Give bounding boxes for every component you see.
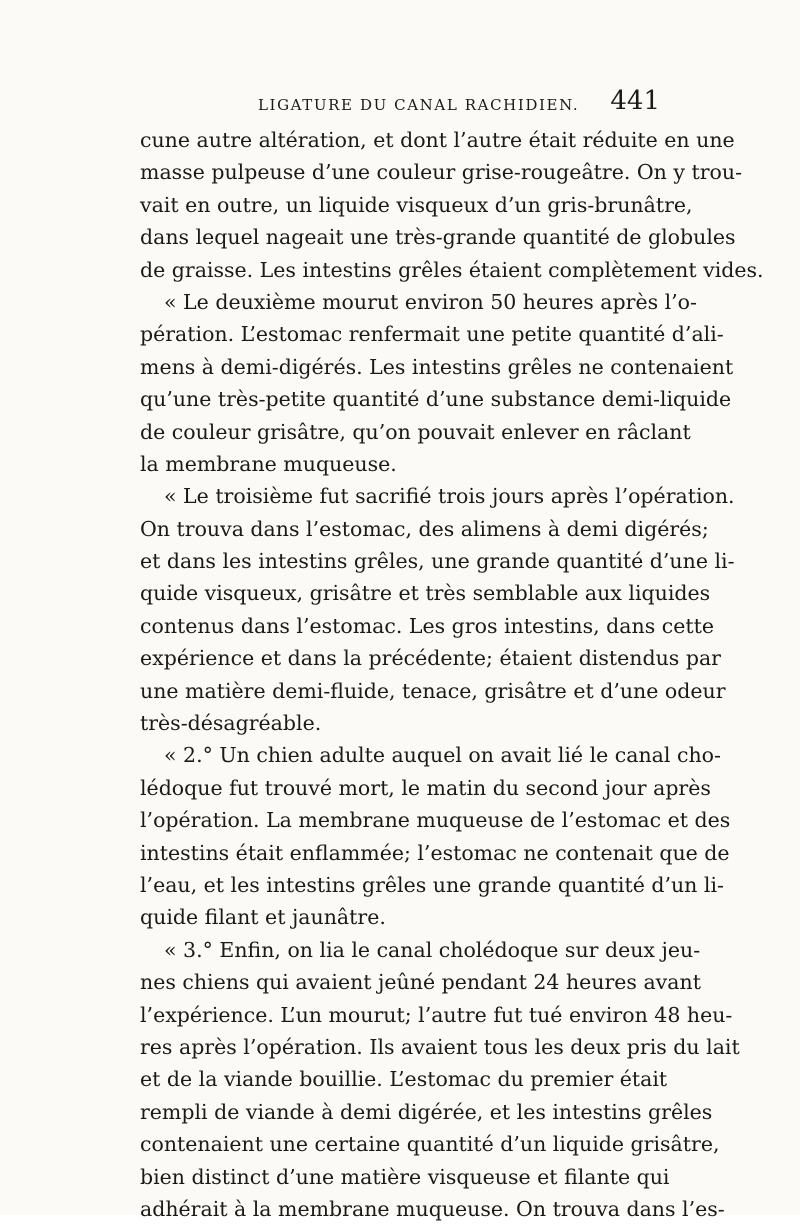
text-line: l’expérience. L’un mourut; l’autre fut tué environ 48 heu-: [140, 1002, 733, 1027]
text-line: nes chiens qui avaient jeûné pendant 24 heures avant: [140, 970, 701, 995]
text-line: On trouva dans l’estomac, des alimens à demi digérés;: [140, 516, 709, 541]
text-line: lédoque fut trouvé mort, le matin du second jour après: [140, 775, 711, 800]
page-number: 441: [610, 86, 660, 116]
paragraph-start-line: « Le deuxième mourut environ 50 heures après l’o-: [164, 289, 697, 314]
paragraph-start-line: « 2.° Un chien adulte auquel on avait lié le canal cho-: [164, 743, 721, 768]
text-line: dans lequel nageait une très-grande quantité de globules: [140, 225, 736, 250]
text-line: vait en outre, un liquide visqueux d’un gris-brunâtre,: [140, 192, 693, 217]
running-head: [140, 86, 660, 120]
text-line: res après l’opération. Ils avaient tous les deux pris du lait: [140, 1034, 740, 1059]
text-line: intestins était enflammée; l’estomac ne contenait que de: [140, 840, 730, 865]
body-text: [140, 124, 764, 1225]
text-line: pération. L’estomac renfermait une petite quantité d’ali-: [140, 322, 724, 347]
text-line: expérience et dans la précédente; étaient distendus par: [140, 646, 721, 671]
text-line: qu’une très-petite quantité d’une substance demi-liquide: [140, 387, 732, 412]
paragraph-start-line: « 3.° Enfin, on lia le canal cholédoque sur deux jeu-: [164, 937, 701, 962]
text-line: cune autre altération, et dont l’autre était réduite en une: [140, 128, 735, 152]
paragraph-start-line: « Le troisième fut sacrifié trois jours après l’opération.: [164, 484, 735, 509]
text-line: mens à demi-digérés. Les intestins grêles ne contenaient: [140, 354, 734, 379]
paragraph-end-line: la membrane muqueuse.: [140, 451, 397, 476]
text-line: de graisse. Les intestins grêles étaient complètement vides.: [140, 257, 764, 282]
running-title: LIGATURE DU CANAL RACHIDIEN.: [258, 96, 580, 114]
text-line: contenaient une certaine quantité d’un liquide grisâtre,: [140, 1132, 720, 1157]
text-line: bien distinct d’une matière visqueuse et filante qui: [140, 1164, 670, 1189]
text-line: et de la viande bouillie. L’estomac du premier était: [140, 1067, 668, 1092]
text-line: rempli de viande à demi digérée, et les intestins grêles: [140, 1099, 713, 1124]
text-line: adhérait à la membrane muqueuse. On trouva dans l’es-: [140, 1196, 725, 1221]
text-line: masse pulpeuse d’une couleur grise-rougeâtre. On y trou-: [140, 160, 742, 185]
paragraph-end-line: quide filant et jaunâtre.: [140, 905, 386, 930]
text-line: l’eau, et les intestins grêles une grande quantité d’un li-: [140, 872, 724, 897]
text-line: contenus dans l’estomac. Les gros intestins, dans cette: [140, 613, 714, 638]
text-line: et dans les intestins grêles, une grande quantité d’une li-: [140, 549, 735, 574]
text-line: l’opération. La membrane muqueuse de l’estomac et des: [140, 808, 731, 833]
paragraph-end-line: très-désagréable.: [140, 711, 322, 736]
text-line: quide visqueux, grisâtre et très semblable aux liquides: [140, 581, 711, 606]
text-line: une matière demi-fluide, tenace, grisâtre et d’une odeur: [140, 678, 726, 703]
text-line: de couleur grisâtre, qu’on pouvait enlever en râclant: [140, 419, 691, 444]
